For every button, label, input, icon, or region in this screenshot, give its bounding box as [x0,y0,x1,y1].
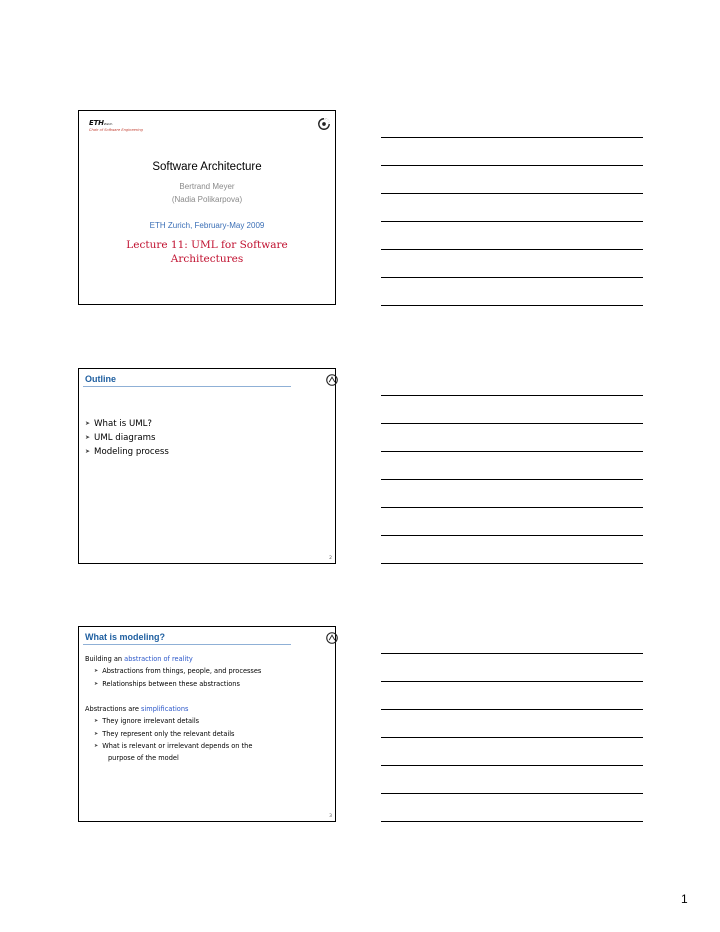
title-underline [83,386,291,387]
assistant: (Nadia Polikarpova) [171,195,243,204]
list-item: ➤ UML diagrams [85,433,156,443]
arrow-bullet-icon: ➤ [85,448,91,455]
organization: ETH Zurich, February-May 2009 [149,221,265,230]
list-item-continuation: purpose of the model [108,754,179,763]
course-title: Software Architecture [152,161,262,173]
chair-label: Chair of Software Engineering [89,128,143,132]
modeling-block-2: Abstractions are simplifications ➤ They ignore irrelevant details ➤ They represent only the relevant details ➤ What is relevant or irrelevant depends on the purpose of the model [85,703,252,764]
slide-page-number: 3 [329,814,332,819]
list-item: ➤ Relationships between these abstractions [85,678,261,690]
lecture-title: Lecture 11: UML for Software Architectures [126,239,288,265]
arrow-bullet-icon: ➤ [94,668,99,675]
arrow-bullet-icon: ➤ [94,718,99,725]
list-item: ➤ What is UML? [85,419,152,429]
eth-logo: ETHZürich Chair of Software Engineering [89,119,143,132]
list-item: ➤ Abstractions from things, people, and processes [85,665,261,677]
arrow-bullet-icon: ➤ [85,420,91,427]
title-underline [83,644,291,645]
eth-circle-logo-icon [325,631,339,645]
page-number: 1 [681,892,688,906]
arrow-bullet-icon: ➤ [85,434,91,441]
slide-1 [78,110,336,305]
author: Bertrand Meyer [179,182,235,191]
eth-circle-logo-icon [317,117,331,131]
eth-circle-logo-icon [325,373,339,387]
arrow-bullet-icon: ➤ [94,730,99,737]
slide-title: What is modeling? [85,632,165,642]
slide-title: Outline [85,374,116,384]
list-item: ➤ What is relevant or irrelevant depends on the [85,740,252,752]
list-item: ➤ Modeling process [85,447,169,457]
slide-2 [78,368,336,564]
outline-list [85,417,169,459]
list-item: ➤ They ignore irrelevant details [85,715,252,727]
slide-3 [78,626,336,822]
arrow-bullet-icon: ➤ [94,742,99,749]
arrow-bullet-icon: ➤ [94,680,99,687]
modeling-block-1: Building an abstraction of reality ➤ Abstractions from things, people, and processes ➤ Relationships between these abstractions [85,653,261,690]
slide-page-number: 2 [329,556,332,561]
list-item: ➤ They represent only the relevant details [85,728,252,740]
